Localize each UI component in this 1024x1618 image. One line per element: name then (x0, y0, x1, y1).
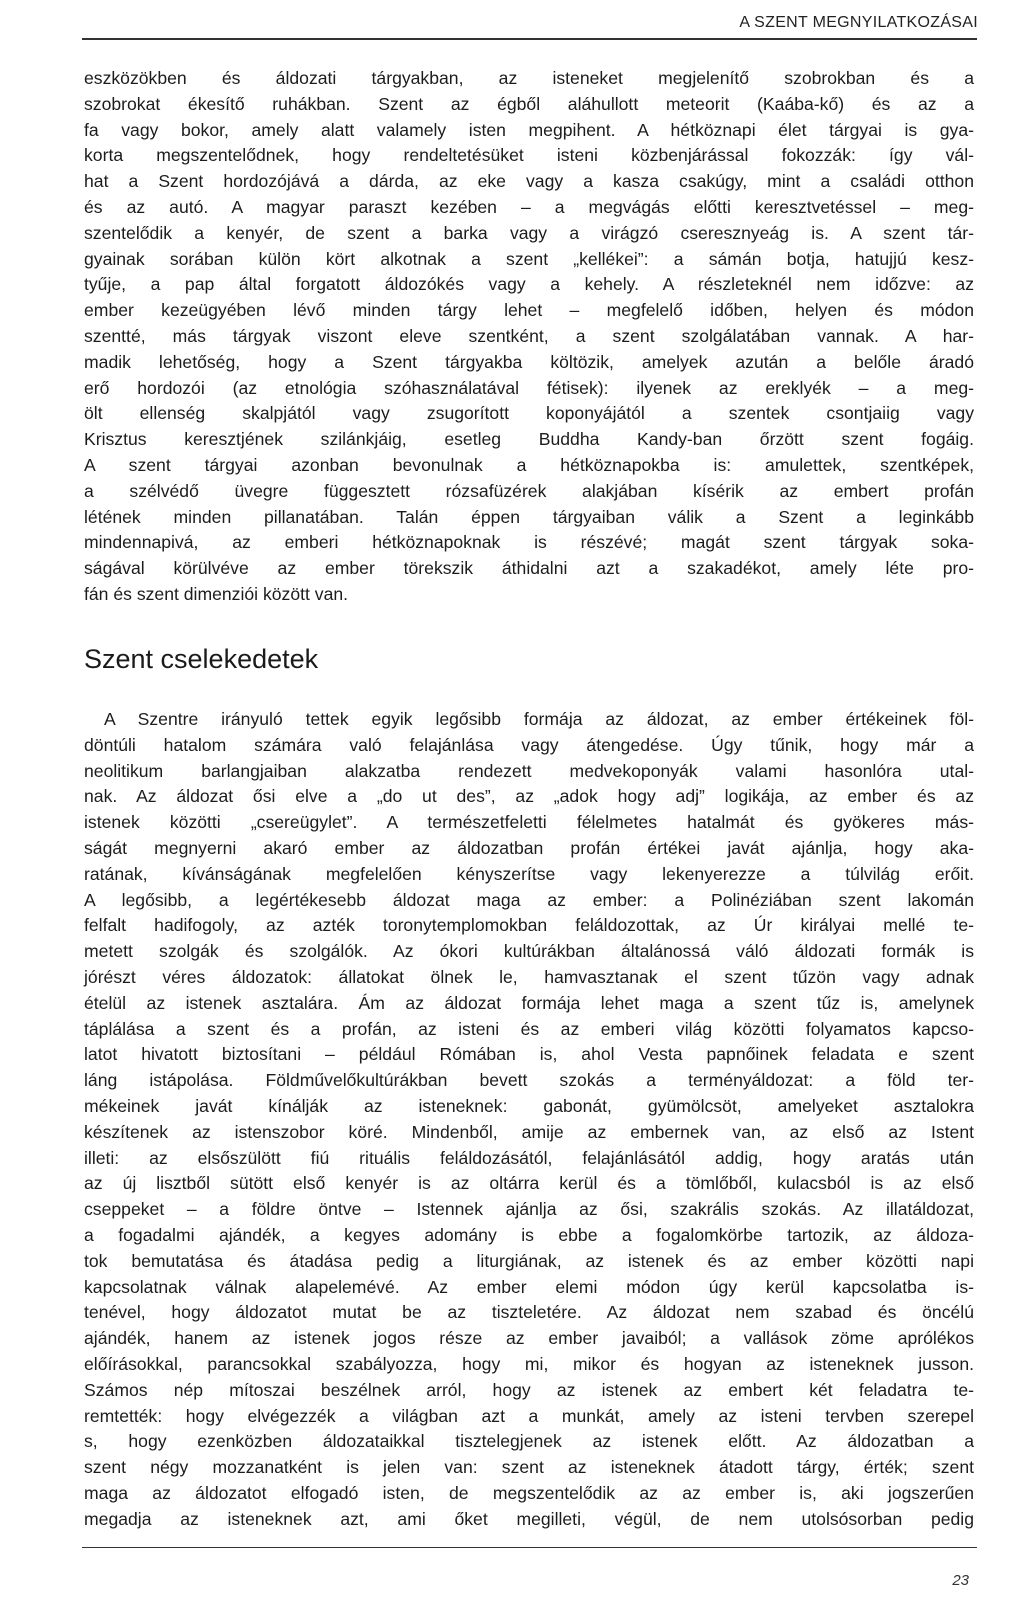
text-line: mindennapivá, az emberi hétköznapoknak is részévé; magát szent tárgyak soka- (84, 532, 974, 553)
text-line: a fogadalmi ajándék, a kegyes adomány is ebbe a fogalomkörbe tartozik, az áldoza- (84, 1224, 974, 1245)
body-paragraph-1 (84, 66, 974, 608)
footer-rule (82, 1547, 977, 1548)
section-heading: Szent cselekedetek (84, 644, 319, 674)
text-line: korta megszentelődnek, hogy rendeltetésüket isteni közbenjárással fokozzák: így vál- (84, 145, 974, 166)
text-line: és az autó. A magyar paraszt kezében – a megvágás előtti keresztvetéssel – meg- (84, 196, 974, 217)
text-line: ságát megnyerni akaró ember az áldozatban profán értékei javát ajánlja, hogy aka- (84, 837, 974, 858)
text-line: ételül az istenek asztalára. Ám az áldozat formája lehet maga a szent tűz is, amelynek (84, 992, 974, 1013)
text-line: latot hivatott biztosítani – például Rómában is, ahol Vesta papnőinek feladata e szent (84, 1044, 974, 1065)
text-line: jórészt véres áldozatok: állatokat ölnek le, hamvasztanak el szent tűzön vagy adnak (84, 966, 974, 987)
text-line: fa vagy bokor, amely alatt valamely isten megpihent. A hétköznapi élet tárgyai is gya- (84, 119, 974, 140)
text-line: szentelődik a kenyér, de szent a barka vagy a virágzó cseresznyeág is. A szent tár- (84, 222, 974, 243)
text-line: szentté, más tárgyak viszont eleve szentként, a szent szolgálatában vannak. A har- (84, 325, 974, 346)
text-line: metett szolgák és szolgálók. Az ókori kultúrákban általánossá váló áldozati formák is (84, 941, 974, 962)
text-line: az új lisztből sütött első kenyér is az oltárra kerül és a tömlőből, kulacsból is az első (84, 1173, 974, 1194)
text-line: táplálása a szent és a profán, az isteni és az emberi világ közötti folyamatos kapcso- (84, 1018, 974, 1039)
text-line: készítenek az istenszobor köré. Mindenből, amije az embernek van, az első az Istent (84, 1121, 974, 1142)
page-number: 23 (952, 1572, 969, 1589)
text-line: neolitikum barlangjaiban alakzatba rendezett medvekoponyák valami hasonlóra utal- (84, 760, 974, 781)
text-line: előírásokkal, parancsokkal szabályozza, hogy mi, mikor és hogyan az isteneknek jusson. (84, 1353, 974, 1374)
text-line: ratának, kívánságának megfelelően kényszerítse vagy lekenyerezze a túlvilág erőit. (84, 863, 974, 884)
text-line: döntúli hatalom számára való felajánlása vagy átengedése. Úgy tűnik, hogy már a (84, 734, 974, 755)
text-line: szobrokat ékesítő ruhákban. Szent az égből aláhullott meteorit (Kaába-kő) és az a (84, 93, 974, 114)
text-line: A legősibb, a legértékesebb áldozat maga az ember: a Polinéziában szent lakomán (84, 889, 974, 910)
text-line: remtették: hogy elvégezzék a világban azt a munkát, amely az isteni tervben szerepel (84, 1405, 974, 1426)
text-line: hat a Szent hordozójává a dárda, az eke vagy a kasza csakúgy, mint a családi otthon (84, 171, 974, 192)
text-line: tyűje, a pap által forgatott áldozókés vagy a kehely. A részleteknél nem időzve: az (84, 274, 974, 295)
text-line: létének minden pillanatában. Talán éppen tárgyaiban válik a Szent a leginkább (84, 506, 974, 527)
text-line: eszközökben és áldozati tárgyakban, az isteneket megjelenítő szobrokban és a (84, 68, 974, 88)
text-line: gyainak sorában külön kört alkotnak a szent „kellékei”: a sámán botja, hatujjú kesz- (84, 248, 974, 269)
text-line: A szent tárgyai azonban bevonulnak a hétköznapokba is: amulettek, szentképek, (84, 454, 974, 475)
text-line: ölt ellenség skalpjától vagy zsugorított koponyájától a szentek csontjaiig vagy (84, 403, 974, 424)
text-line: istenek közötti „csereügylet”. A természetfeletti félelmetes hatalmát és gyökeres más- (84, 812, 974, 833)
text-line: a szélvédő üvegre függesztett rózsafüzérek alakjában kísérik az embert profán (84, 480, 974, 501)
text-line: ajándék, hanem az istenek jogos része az ember javaiból; a vallások zöme aprólékos (84, 1328, 974, 1349)
header-rule (82, 38, 977, 40)
text-line: ember kezeügyében lévő minden tárgy lehet – megfelelő időben, helyen és módon (84, 300, 974, 321)
text-line: nak. Az áldozat ősi elve a „do ut des”, az „adok hogy adj” logikája, az ember és az (84, 786, 974, 807)
paragraph-2-text (84, 707, 974, 1533)
text-line: A Szentre irányuló tettek egyik legősibb formája az áldozat, az ember értékeinek föl- (104, 709, 974, 729)
running-head: A SZENT MEGNYILATKOZÁSAI (739, 14, 978, 31)
text-line: Számos nép mítoszai beszélnek arról, hogy az istenek az embert két feladatra te- (84, 1379, 974, 1400)
text-line: fán és szent dimenziói között van. (84, 583, 349, 604)
text-line: szent négy mozzanatként is jelen van: szent az isteneknek átadott tárgy, érték; szent (84, 1457, 974, 1478)
text-line: erő hordozói (az etnológia szóhasználatával fétisek): ilyenek az ereklyék – a meg- (84, 377, 974, 398)
text-line: s, hogy ezenközben áldozataikkal tisztelegjenek az istenek előtt. Az áldozatban a (84, 1431, 974, 1452)
text-line: kapcsolatnak válnak alapelemévé. Az ember elemi módon úgy kerül kapcsolatba is- (84, 1276, 974, 1297)
paragraph-1-text (84, 66, 974, 608)
text-line: cseppeket – a földre öntve – Istennek ajánlja az ősi, szakrális szokás. Az illatáldozat, (84, 1199, 974, 1220)
text-line: madik lehetőség, hogy a Szent tárgyakba költözik, amelyek azután a belőle áradó (84, 351, 974, 372)
text-line: tenével, hogy áldozatot mutat be az tiszteletére. Az áldozat nem szabad és öncélú (84, 1302, 974, 1323)
text-line: megadja az isteneknek azt, ami őket megilleti, végül, de nem utolsósorban pedig (84, 1508, 974, 1529)
text-line: láng istápolása. Földművelőkultúrákban bevett szokás a terményáldozat: a föld ter- (84, 1070, 974, 1091)
text-line: mékeinek javát kínálják az isteneknek: gabonát, gyümölcsöt, amelyeket asztalokra (84, 1095, 974, 1116)
text-line: maga az áldozatot elfogadó isten, de megszentelődik az az ember is, aki jogszerűen (84, 1482, 974, 1503)
text-line: felfalt hadifogoly, az azték toronytemplomokban feláldozottak, az Úr királyai mellé te- (84, 915, 974, 936)
body-paragraph-2 (84, 707, 974, 1533)
text-line: tok bemutatása és átadása pedig a liturgiának, az istenek és az ember közötti napi (84, 1250, 974, 1271)
text-line: illeti: az elsőszülött fiú rituális feláldozásától, felajánlásától addig, hogy aratás után (84, 1147, 974, 1168)
text-line: Krisztus keresztjének szilánkjáig, esetleg Buddha Kandy-ban őrzött szent fogáig. (84, 429, 974, 450)
text-line: ságával körülvéve az ember törekszik áthidalni azt a szakadékot, amely léte pro- (84, 558, 974, 579)
